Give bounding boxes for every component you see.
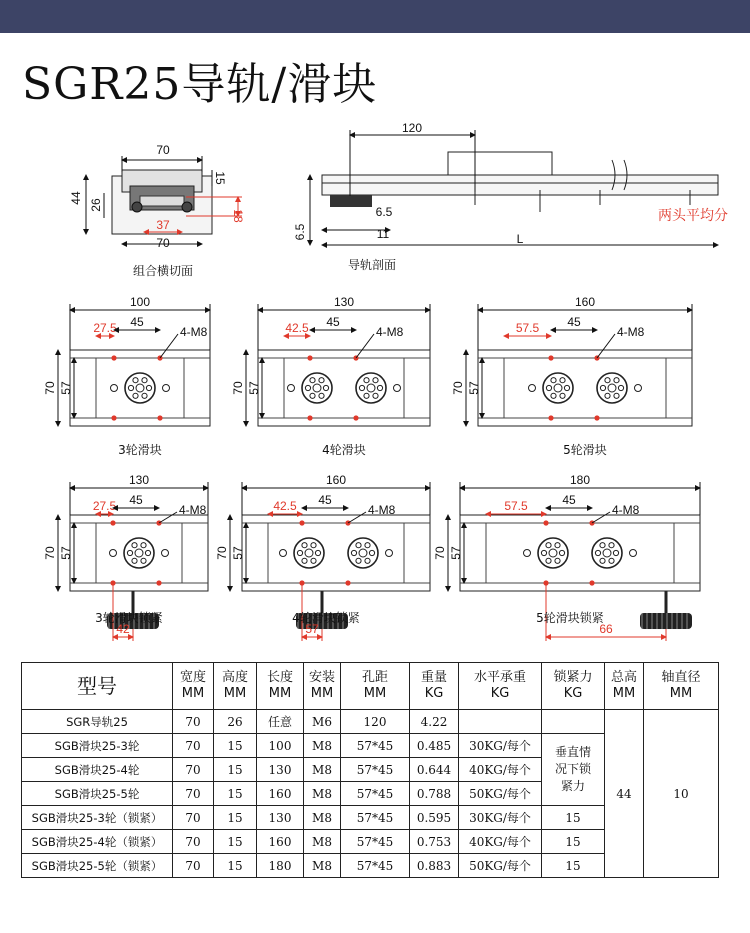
cell-mount: M8 (304, 854, 341, 878)
cell-lock: 15 (542, 830, 605, 854)
block-height-label: 70 (433, 546, 447, 560)
block-pitch-label: 45 (129, 493, 143, 507)
cell-pitch: 57*45 (341, 830, 410, 854)
block-hole-height-label: 57 (247, 381, 261, 395)
header-mount: 安装 MM (304, 663, 341, 710)
cross-section-diagram (69, 143, 245, 278)
table-header-row (22, 663, 719, 710)
block-hole-height-label: 57 (59, 381, 73, 395)
block-caption: 3轮滑块锁紧 (95, 611, 163, 625)
rail-dim-6-5: 6.5 (375, 205, 393, 219)
mount-hole-icon (110, 520, 115, 525)
header-weight: 重量 KG (410, 663, 459, 710)
cell-name: SGB滑块25-3轮 (22, 734, 173, 758)
block-caption: 5轮滑块 (563, 443, 607, 457)
block-pitch-label: 45 (130, 315, 144, 329)
block-height-label: 70 (231, 381, 245, 395)
block-offset-label: 42.5 (273, 499, 297, 513)
cell-height: 15 (214, 830, 257, 854)
dim-18: 18 (231, 209, 245, 223)
cell-length: 180 (257, 854, 304, 878)
dim-total-height: 44 (69, 191, 83, 205)
mount-hole-icon (589, 580, 594, 585)
cell-weight: 0.883 (410, 854, 459, 878)
rail-profile-diagram (293, 121, 728, 272)
block-holes-label: 4-M8 (612, 503, 640, 517)
block-hole-height-label: 57 (59, 546, 73, 560)
block-4 (215, 473, 430, 641)
mount-hole-icon (548, 355, 553, 360)
block-caption: 3轮滑块 (118, 443, 162, 457)
cell-name: SGB滑块25-4轮（锁紧） (22, 830, 173, 854)
lock-offset-label: 66 (599, 622, 613, 636)
rail-dim-120: 120 (401, 121, 423, 135)
cell-weight: 0.485 (410, 734, 459, 758)
cell-weight: 0.644 (410, 758, 459, 782)
mount-hole-icon (543, 520, 548, 525)
lock-offset-label: 57 (305, 622, 319, 636)
cell-pitch: 57*45 (341, 806, 410, 830)
block-offset-label: 42.5 (285, 321, 309, 335)
mount-hole-icon (111, 355, 116, 360)
rail-note: 两头平均分 (658, 208, 728, 224)
mount-hole-icon (156, 580, 161, 585)
block-0 (43, 295, 210, 457)
cell-length: 160 (257, 782, 304, 806)
cell-mount: M8 (304, 734, 341, 758)
cell-pitch: 57*45 (341, 734, 410, 758)
cell-mount: M8 (304, 806, 341, 830)
cell-lock-empty (542, 710, 605, 734)
cell-lock: 15 (542, 854, 605, 878)
cell-name: SGR导轨25 (22, 710, 173, 734)
mount-hole-icon (345, 580, 350, 585)
cell-mount: M8 (304, 830, 341, 854)
header-width: 宽度 MM (173, 663, 214, 710)
dim-block-height: 15 (213, 171, 227, 185)
block-offset-label: 57.5 (515, 321, 540, 335)
cell-weight: 0.595 (410, 806, 459, 830)
block-holes-label: 4-M8 (617, 325, 645, 339)
block-offset-label: 57.5 (504, 499, 528, 513)
header-model: 型号 (22, 663, 173, 710)
block-holes-label: 4-M8 (368, 503, 396, 517)
header-length: 长度 MM (257, 663, 304, 710)
mount-hole-icon (111, 415, 116, 420)
cell-load: 50KG/每个 (459, 782, 542, 806)
cell-height: 15 (214, 854, 257, 878)
cell-total-height: 44 (605, 710, 644, 878)
header-load: 水平承重 KG (459, 663, 542, 710)
cell-mount: M8 (304, 758, 341, 782)
dim-37: 37 (156, 218, 170, 232)
cell-length: 160 (257, 830, 304, 854)
block-pitch-label: 45 (567, 315, 581, 329)
rail-dim-11: 11 (376, 227, 390, 241)
block-hole-height-label: 57 (449, 546, 463, 560)
block-hole-height-label: 57 (467, 381, 481, 395)
cell-mount: M8 (304, 782, 341, 806)
cell-lock: 15 (542, 806, 605, 830)
cell-pitch: 120 (341, 710, 410, 734)
header-lock-force: 锁紧力 KG (542, 663, 605, 710)
block-caption: 4轮滑块锁紧 (292, 611, 360, 625)
header-pitch: 孔距 MM (341, 663, 410, 710)
cell-name: SGB滑块25-5轮 (22, 782, 173, 806)
block-caption: 4轮滑块 (322, 443, 366, 457)
block-1 (231, 295, 430, 457)
cell-mount: M6 (304, 710, 341, 734)
block-5 (433, 473, 700, 641)
cell-shaft: 10 (644, 710, 719, 878)
dim-rail-height: 26 (89, 198, 103, 212)
cell-height: 26 (214, 710, 257, 734)
rail-dim-length: L (516, 232, 524, 246)
mount-hole-icon (353, 415, 358, 420)
lock-knob-icon (640, 613, 692, 629)
mount-hole-icon (307, 355, 312, 360)
block-height-label: 70 (215, 546, 229, 560)
cell-length: 130 (257, 806, 304, 830)
page-title: SGR25导轨/滑块 (22, 59, 378, 110)
cell-width: 70 (173, 830, 214, 854)
cell-pitch: 57*45 (341, 854, 410, 878)
cell-load: 40KG/每个 (459, 758, 542, 782)
block-pitch-label: 45 (318, 493, 332, 507)
block-hole-height-label: 57 (231, 546, 245, 560)
block-width-label: 160 (325, 473, 347, 487)
caption-cross-section: 组合横切面 (132, 264, 194, 278)
cell-pitch: 57*45 (341, 782, 410, 806)
mount-hole-icon (299, 520, 304, 525)
block-holes-label: 4-M8 (179, 503, 207, 517)
cell-height: 15 (214, 806, 257, 830)
mount-hole-icon (307, 415, 312, 420)
rail-dim-height: 6.5 (293, 223, 307, 241)
block-height-label: 70 (43, 546, 57, 560)
cell-length: 100 (257, 734, 304, 758)
mount-hole-icon (548, 415, 553, 420)
cell-pitch: 57*45 (341, 758, 410, 782)
cell-name: SGB滑块25-5轮（锁紧） (22, 854, 173, 878)
lock-offset-label: 42 (116, 622, 130, 636)
block-width-label: 160 (574, 295, 596, 309)
cell-width: 70 (173, 854, 214, 878)
block-width-label: 180 (569, 473, 591, 487)
block-pitch-label: 45 (562, 493, 576, 507)
dim-top-width: 70 (156, 143, 170, 157)
cell-weight: 0.788 (410, 782, 459, 806)
cell-weight: 0.753 (410, 830, 459, 854)
cell-width: 70 (173, 710, 214, 734)
cell-length: 130 (257, 758, 304, 782)
header-height: 高度 MM (214, 663, 257, 710)
block-width-label: 130 (333, 295, 355, 309)
caption-rail-section: 导轨剖面 (347, 258, 397, 272)
cell-width: 70 (173, 734, 214, 758)
cell-width: 70 (173, 782, 214, 806)
cell-load: 30KG/每个 (459, 734, 542, 758)
mount-hole-icon (594, 415, 599, 420)
cell-name: SGB滑块25-4轮 (22, 758, 173, 782)
block-offset-label: 27.5 (93, 321, 117, 335)
block-holes-label: 4-M8 (376, 325, 404, 339)
block-caption: 5轮滑块锁紧 (536, 611, 604, 625)
cell-weight: 4.22 (410, 710, 459, 734)
block-width-label: 130 (128, 473, 150, 487)
mount-hole-icon (157, 415, 162, 420)
header-total-height: 总高 MM (605, 663, 644, 710)
cell-name: SGB滑块25-3轮（锁紧） (22, 806, 173, 830)
block-height-label: 70 (43, 381, 57, 395)
cell-load: 40KG/每个 (459, 830, 542, 854)
cell-load: 50KG/每个 (459, 854, 542, 878)
block-offset-label: 27.5 (92, 499, 117, 513)
cell-load: 30KG/每个 (459, 806, 542, 830)
block-height-label: 70 (451, 381, 465, 395)
block-3 (43, 473, 208, 641)
cell-height: 15 (214, 782, 257, 806)
header-shaft: 轴直径 MM (644, 663, 719, 710)
block-pitch-label: 45 (326, 315, 340, 329)
dim-bottom-width: 70 (156, 236, 170, 250)
cell-height: 15 (214, 734, 257, 758)
cell-load (459, 710, 542, 734)
block-drawings (43, 295, 700, 641)
spec-table (21, 662, 719, 878)
cell-length: 任意 (257, 710, 304, 734)
cell-width: 70 (173, 806, 214, 830)
cell-height: 15 (214, 758, 257, 782)
cell-lock-note: 垂直情 况下锁 紧力 (542, 734, 605, 806)
table-row (22, 710, 719, 734)
block-2 (451, 295, 692, 457)
cell-width: 70 (173, 758, 214, 782)
block-holes-label: 4-M8 (180, 325, 208, 339)
block-width-label: 100 (129, 295, 151, 309)
